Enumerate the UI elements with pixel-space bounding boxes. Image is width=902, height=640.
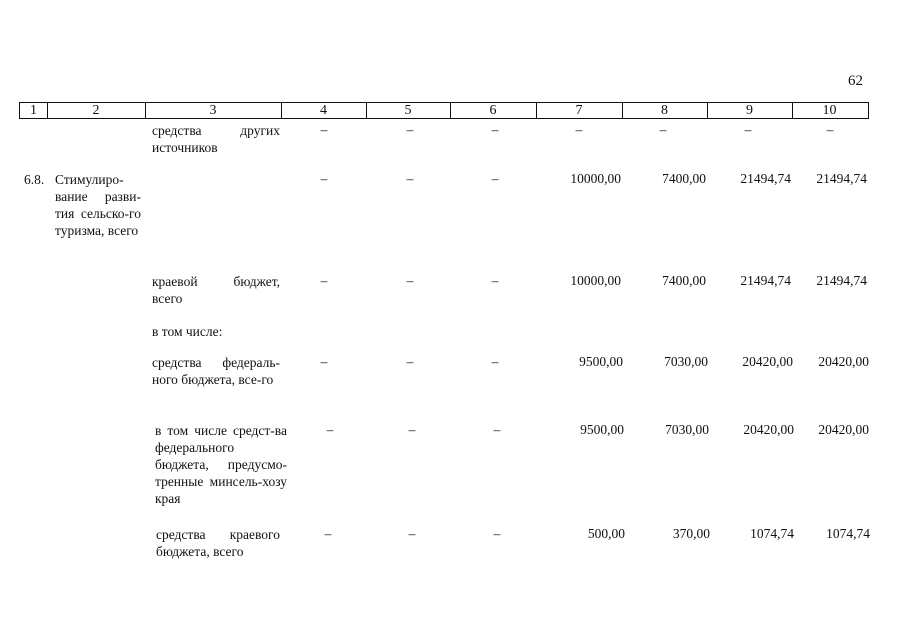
cell-dash: – <box>320 171 328 186</box>
cell-value: 21494,74 <box>740 171 791 186</box>
table-header-row <box>19 102 869 119</box>
cell-dash: – <box>491 273 499 288</box>
cell-value: 10000,00 <box>570 171 621 186</box>
cell-value: 7030,00 <box>664 354 708 369</box>
row-label: в том числе: <box>152 324 223 339</box>
cell-value: 7400,00 <box>662 273 706 288</box>
cell-dash: – <box>744 122 752 137</box>
header-col-9: 9 <box>746 103 753 118</box>
header-col-4: 4 <box>320 103 327 118</box>
row-label: средства федераль-ного бюджета, все-го <box>152 355 280 387</box>
cell-value: 9500,00 <box>579 354 623 369</box>
cell-value: 7030,00 <box>665 422 709 437</box>
cell-value: 370,00 <box>672 526 710 541</box>
cell-dash: – <box>493 422 501 437</box>
row-label: в том числе средст-ва федерального бюджета, предусмо-тренные минсель-хозу края <box>155 423 287 506</box>
cell-value: 20420,00 <box>818 354 869 369</box>
cell-dash: – <box>491 171 499 186</box>
row-title: Стимулиро-вание разви-тия сельско-го туризма, всего <box>55 172 141 238</box>
cell-value: 1074,74 <box>750 526 794 541</box>
page-number: 62 <box>848 73 863 89</box>
header-col-1: 1 <box>30 103 37 118</box>
cell-value: 20420,00 <box>818 422 869 437</box>
cell-dash: – <box>406 122 414 137</box>
row-number: 6.8. <box>24 172 45 187</box>
cell-value: 10000,00 <box>570 273 621 288</box>
cell-value: 500,00 <box>587 526 625 541</box>
cell-dash: – <box>826 122 834 137</box>
cell-dash: – <box>320 122 328 137</box>
cell-dash: – <box>406 354 414 369</box>
cell-value: 1074,74 <box>826 526 870 541</box>
cell-dash: – <box>659 122 667 137</box>
header-col-3: 3 <box>209 103 217 118</box>
cell-value: 20420,00 <box>743 422 794 437</box>
cell-value: 21494,74 <box>816 273 867 288</box>
cell-dash: – <box>491 122 499 137</box>
cell-value: 21494,74 <box>816 171 867 186</box>
cell-dash: – <box>406 273 414 288</box>
cell-dash: – <box>491 354 499 369</box>
header-col-10: 10 <box>822 103 837 118</box>
header-col-2: 2 <box>92 103 100 118</box>
cell-dash: – <box>326 422 334 437</box>
cell-dash: – <box>575 122 583 137</box>
cell-dash: – <box>320 354 328 369</box>
header-col-6: 6 <box>489 103 497 118</box>
cell-value: 9500,00 <box>580 422 624 437</box>
cell-dash: – <box>324 526 332 541</box>
row-label: средства других источников <box>152 123 280 155</box>
cell-value: 21494,74 <box>740 273 791 288</box>
cell-value: 20420,00 <box>742 354 793 369</box>
cell-dash: – <box>406 171 414 186</box>
header-col-5: 5 <box>404 103 412 118</box>
cell-dash: – <box>320 273 328 288</box>
cell-value: 7400,00 <box>662 171 706 186</box>
header-col-8: 8 <box>661 103 668 118</box>
cell-dash: – <box>408 422 416 437</box>
row-label: краевой бюджет, всего <box>152 274 280 306</box>
header-col-7: 7 <box>575 103 583 118</box>
cell-dash: – <box>408 526 416 541</box>
row-label: средства краевого бюджета, всего <box>156 527 280 559</box>
cell-dash: – <box>493 526 501 541</box>
